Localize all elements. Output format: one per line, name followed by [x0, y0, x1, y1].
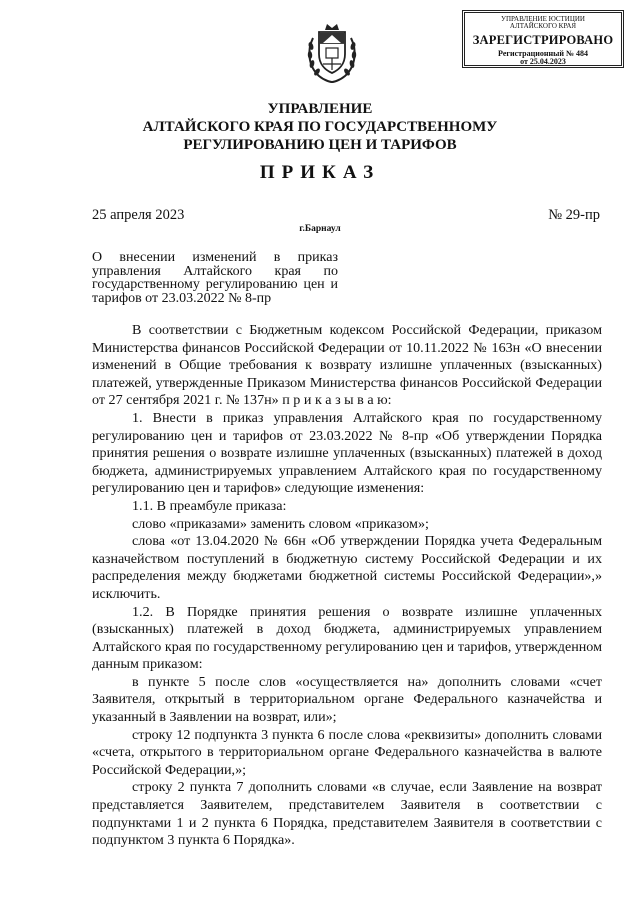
document-type-title: ПРИКАЗ	[259, 162, 381, 183]
paragraph-item-1-2-c: строку 2 пункта 7 дополнить словами «в случае, если Заявление на возврат представляется Заявителем, представителем Заявителя в соответствии с подпунктами 1 и 2 пункта 6 Порядка, представителем Заявителя в соответствии с подпунктом 3 пункта 6 Порядка».	[92, 779, 602, 849]
document-date: 25 апреля 2023	[92, 207, 185, 223]
document-body	[92, 322, 602, 850]
paragraph-preamble: В соответствии с Бюджетным кодексом Российской Федерации, приказом Министерства финансов Российской Федерации от 10.11.2022 № 163н «О внесении изменений в Общие требования к возврату излишне уплаченных (взысканных) платежей, утвержденные Приказом Министерства финансов Российской Федерации от 27 сентября 2021 г. № 137н» п р и к а з ы в а ю:	[92, 322, 602, 409]
org-line-2: АЛТАЙСКОГО КРАЯ ПО ГОСУДАРСТВЕННОМУ	[142, 119, 498, 135]
document-number: № 29-пр	[548, 207, 600, 223]
organization-name	[0, 100, 640, 154]
paragraph-item-1: 1. Внести в приказ управления Алтайского края по государственному регулированию цен и тарифов от 23.03.2022 № 8-пр «Об утверждении Порядка принятия решения о возврате излишне уплаченных (взысканных) платежей в доход бюджета, администрируемых управлением Алтайского края по государственному регулированию цен и тарифов» следующие изменения:	[92, 409, 602, 497]
stamp-authority-line: УПРАВЛЕНИЕ ЮСТИЦИИ	[501, 15, 585, 23]
paragraph-item-1-1-a: слово «приказами» заменить словом «приказом»;	[132, 515, 429, 532]
document-subject: О внесении изменений в приказ управления Алтайского края по государственному регулированию цен и тарифов от 23.03.2022 № 8-пр	[92, 250, 338, 306]
paragraph-item-1-1: 1.1. В преамбуле приказа:	[132, 497, 287, 514]
paragraph-item-1-2: 1.2. В Порядке принятия решения о возврате излишне уплаченных (взысканных) платежей в доход бюджета, администрируемых управлением Алтайского края по государственному регулированию цен и тарифов, утвержденном данным приказом:	[92, 603, 602, 673]
paragraph-item-1-1-b: слова «от 13.04.2020 № 66н «Об утверждении Порядка учета Федеральным казначейством поступлений в бюджетную систему Российской Федерации и их распределения между бюджетами бюджетной системы Российской Федерации»,» исключить.	[92, 533, 602, 602]
stamp-reg-number: Регистрационный № 484	[498, 48, 588, 58]
stamp-status: ЗАРЕГИСТРИРОВАНО	[472, 32, 614, 47]
paragraph-item-1-2-b: строку 12 подпункта 3 пункта 6 после слова «реквизиты» дополнить словами «счета, открытого в территориальном органе Федерального казначейства в валюте Российской Федерации,»;	[92, 726, 602, 778]
org-line-3: РЕГУЛИРОВАНИЮ ЦЕН И ТАРИФОВ	[183, 137, 457, 153]
stamp-region-line: АЛТАЙСКОГО КРАЯ	[509, 22, 577, 31]
org-line-1: УПРАВЛЕНИЕ	[267, 101, 373, 117]
stamp-reg-date: от 25.04.2023	[520, 57, 566, 67]
coat-of-arms-icon	[305, 20, 359, 86]
document-city: г.Барнаул	[299, 224, 341, 234]
registration-stamp	[462, 10, 624, 68]
paragraph-item-1-2-a: в пункте 5 после слов «осуществляется на» дополнить словами «счет Заявителя, открытый в территориальном органе Федерального казначейства и указанный в Заявлении на возврат, или»;	[92, 673, 602, 726]
